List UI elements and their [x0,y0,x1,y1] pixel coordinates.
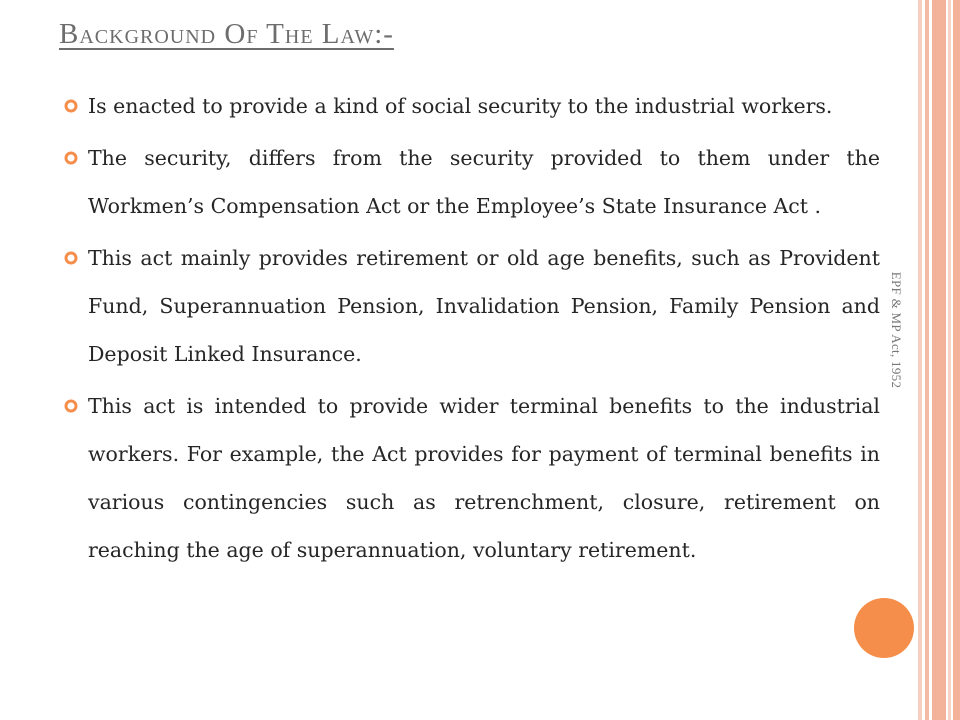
ring-bullet-icon [64,251,78,265]
decorative-stripe [918,0,922,720]
bullet-list [64,82,880,578]
bullet-text: The security, differs from the security provided to them under the Workmen’s Compensation Act or the Employee’s State Insurance Act . [88,146,880,218]
ring-bullet-icon [64,99,78,113]
decorative-stripe [948,0,951,720]
accent-circle-icon [854,598,914,658]
list-item [64,234,880,378]
decorative-stripe [953,0,960,720]
bullet-text: This act mainly provides retirement or old age benefits, such as Provident Fund, Superannuation Pension, Invalidation Pension, Family Pension and Deposit Linked Insurance. [88,246,880,366]
decorative-stripe [925,0,929,720]
list-item [64,82,880,130]
list-item [64,134,880,230]
bullet-text: This act is intended to provide wider terminal benefits to the industrial workers. For example, the Act provides for payment of terminal benefits in various contingencies such as retrenchment, closure, retirement on reaching the age of superannuation, voluntary retirement. [88,394,880,562]
bullet-text: Is enacted to provide a kind of social security to the industrial workers. [88,94,833,118]
decorative-stripe [932,0,946,720]
list-item [64,382,880,574]
ring-bullet-icon [64,399,78,413]
ring-bullet-icon [64,151,78,165]
side-label: EPF & MP Act, 1952 [889,271,904,389]
page-title: Background Of The Law:- [59,18,394,50]
